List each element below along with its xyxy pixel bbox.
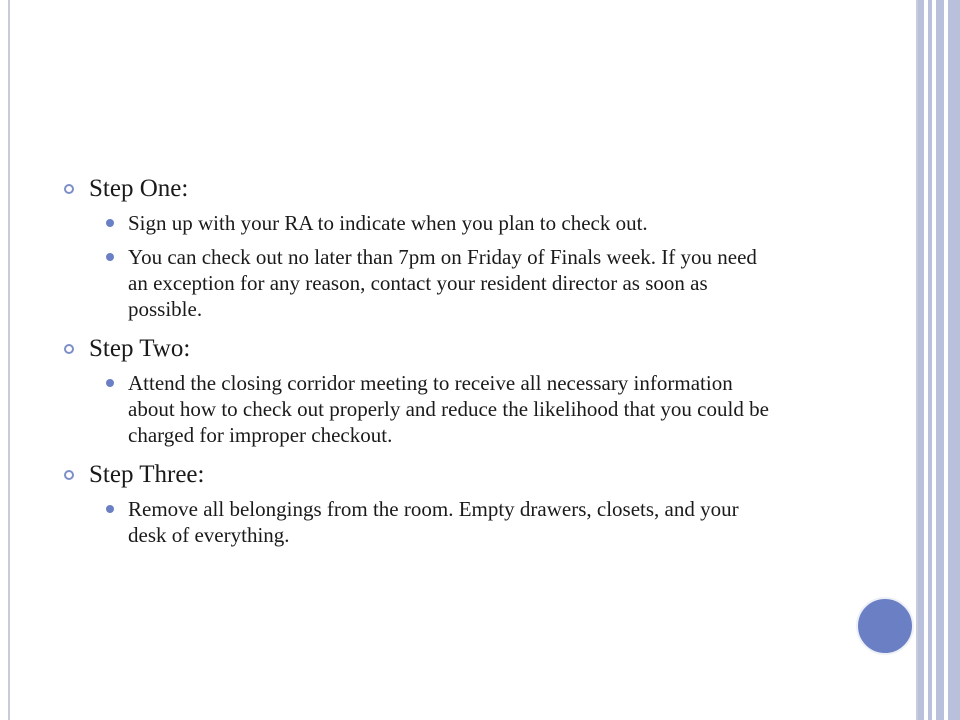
bullet-text: You can check out no later than 7pm on Friday of Finals week. If you need an exception for any reason, contact your resident director as soon as possible. (128, 245, 757, 321)
ring-bullet-icon (64, 470, 74, 480)
stripe (928, 0, 932, 720)
dot-bullet-icon (106, 253, 114, 261)
step-one (62, 172, 862, 322)
bullet-text: Sign up with your RA to indicate when you plan to check out. (128, 211, 648, 235)
step-two (62, 332, 862, 448)
stripe (936, 0, 944, 720)
step-heading (62, 458, 862, 492)
list-item (62, 370, 862, 448)
step-three (62, 458, 862, 548)
list-item (62, 244, 862, 322)
step-title: Step Two: (89, 335, 191, 362)
slide-content (62, 172, 862, 558)
bullet-list (62, 210, 862, 322)
dot-bullet-icon (106, 379, 114, 387)
list-item (62, 210, 862, 236)
step-heading (62, 172, 862, 206)
stripe (948, 0, 960, 720)
step-title: Step Three: (89, 461, 205, 488)
stripe (918, 0, 924, 720)
step-heading (62, 332, 862, 366)
ring-bullet-icon (64, 344, 74, 354)
decorative-circle (856, 597, 914, 655)
ring-bullet-icon (64, 184, 74, 194)
bullet-list (62, 370, 862, 448)
step-title: Step One: (89, 175, 189, 202)
decorative-stripes (918, 0, 960, 720)
bullet-text: Attend the closing corridor meeting to receive all necessary information about how to check out properly and reduce the likelihood that you could be charged for improper checkout. (128, 371, 769, 447)
dot-bullet-icon (106, 505, 114, 513)
bullet-text: Remove all belongings from the room. Empty drawers, closets, and your desk of everything. (128, 497, 739, 547)
dot-bullet-icon (106, 219, 114, 227)
list-item (62, 496, 862, 548)
bullet-list (62, 496, 862, 548)
